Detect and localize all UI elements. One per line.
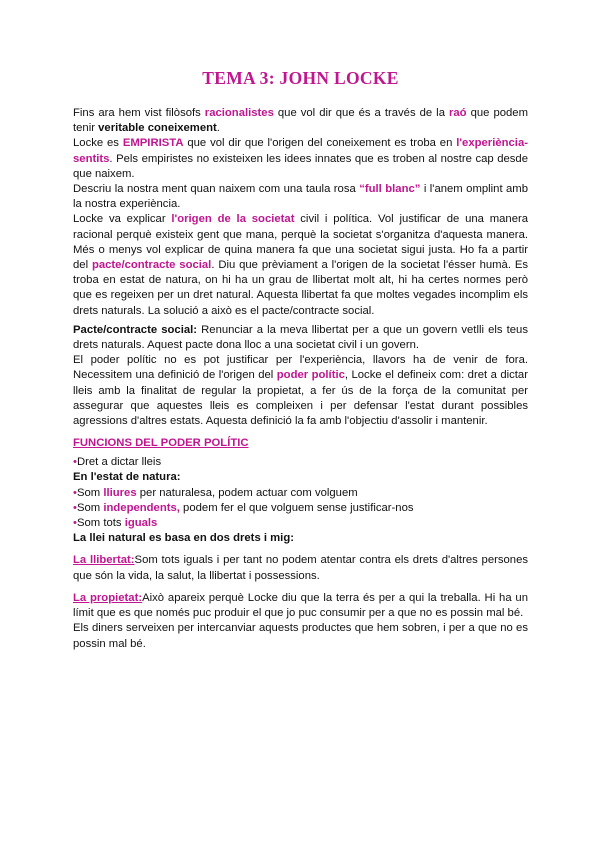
subheading-estat-natura: En l'estat de natura: bbox=[73, 471, 181, 484]
text: Som tots bbox=[76, 517, 125, 530]
text: i l'anem omplint amb la nostra experiència. bbox=[73, 183, 528, 211]
text: podem fer el que volguem sense justificar-nos bbox=[179, 501, 414, 514]
bold-text: Pacte/contracte social: bbox=[73, 323, 198, 336]
text: Som bbox=[76, 486, 104, 499]
highlight: l'experiència-sentits bbox=[73, 137, 528, 165]
text: Som tots iguals i per tant no podem atentar contra els drets d'altres persones que són la vida, la salut, la llibertat i possessions. bbox=[73, 554, 529, 582]
list-item bbox=[73, 516, 528, 531]
underlined-term: La llibertat: bbox=[73, 554, 135, 567]
text: . Pels empiristes no existeixen les idees innates que es troben al nostre cap desde que naixem. bbox=[73, 152, 528, 180]
list-item bbox=[73, 486, 528, 501]
page-title: TEMA 3: JOHN LOCKE bbox=[202, 68, 399, 88]
section-heading-funcions: FUNCIONS DEL PODER POLÍTIC bbox=[73, 437, 249, 450]
text: que podem tenir bbox=[73, 107, 528, 135]
highlight: independents, bbox=[103, 501, 180, 514]
text: Renunciar a la meva llibertat per a que un govern vetlli els teus drets naturals. Aquest pacte dona lloc a una societat civil i un govern. bbox=[73, 323, 528, 352]
bullet-icon: • bbox=[73, 517, 77, 530]
paragraph-racionalistes bbox=[73, 106, 528, 136]
paragraph-llibertat bbox=[73, 553, 528, 583]
paragraph-diners: Els diners serveixen per intercanviar aquests productes que hem sobren, i per a que no es possin mal bé. bbox=[73, 622, 528, 650]
underlined-term: La propietat: bbox=[73, 591, 143, 604]
bullet-icon: • bbox=[73, 486, 77, 499]
text: Locke es bbox=[73, 137, 123, 150]
highlight: lliures bbox=[103, 486, 137, 499]
text: que vol dir que és a través de la bbox=[273, 107, 449, 119]
highlight: poder polític bbox=[276, 369, 345, 382]
bullet-icon: • bbox=[73, 456, 77, 469]
paragraph-poder-politic bbox=[73, 353, 528, 429]
list-item bbox=[73, 455, 528, 470]
text: El poder polític no es pot justificar per l'experiència, llavors ha de venir de fora. Necessitem una definició de l'origen del bbox=[73, 354, 528, 382]
bold-text: veritable coneixement bbox=[98, 122, 217, 135]
paragraph-pacte-social bbox=[73, 323, 528, 353]
highlight: “full blanc” bbox=[359, 183, 421, 196]
document-page bbox=[73, 68, 528, 652]
list-item bbox=[73, 501, 528, 516]
highlight: EMPIRISTA bbox=[122, 137, 184, 150]
subheading-llei-natural: La llei natural es basa en dos drets i mig: bbox=[73, 532, 294, 545]
text: Dret a dictar lleis bbox=[76, 456, 162, 469]
highlight: iguals bbox=[124, 517, 158, 530]
highlight: l'origen de la societat bbox=[171, 213, 295, 226]
text: Fins ara hem vist filòsofs bbox=[73, 107, 205, 119]
paragraph-propietat bbox=[73, 591, 528, 621]
highlight: pacte/contracte social bbox=[91, 259, 212, 272]
text: Som bbox=[76, 501, 104, 514]
paragraph-empirista bbox=[73, 136, 528, 182]
text: per naturalesa, podem actuar com volguem bbox=[136, 486, 358, 499]
text: , Locke el defineix com: dret a dictar lleis amb la finalitat de regular la propietat, a fer ús de la força de la comunitat per assegurar que aquestes lleis es compleixen i per defensar l'estat durant possibles agressions d'altres estats. Aquesta definició la fa amb l'objectiu d'assolir i mantenir. bbox=[73, 369, 528, 428]
text: Això apareix perquè Locke diu que la terra és per a qui la treballa. Hi ha un límit que es que només puc produir el que jo puc consumir per a que no es possin mal bé. bbox=[73, 591, 528, 620]
text: Locke va explicar bbox=[73, 213, 172, 226]
highlight: raó bbox=[448, 107, 467, 119]
text: . Diu que prèviament a l'origen de la societat l'ésser humà. Es troba en estat de natura, on hi ha un grau de llibertat molt alt, hi ha certes normes però que es regeixen per un dret natural. Aquesta llibertat fa que moltes vegades incomplim els drets naturals. La solució a això es el pacte/contracte social. bbox=[73, 259, 529, 317]
text: civil i política. Vol justificar de una manera racional perquè existeix gent que mana, perquè la societat s'organitza d'aquesta manera. Més o menys vol explicar de quina manera fa que una societat sigui justa. Ho fa a partir del bbox=[73, 213, 529, 272]
text: . bbox=[216, 122, 220, 135]
paragraph-origen-societat bbox=[73, 212, 528, 318]
text: que vol dir que l'origen del coneixement es troba en bbox=[183, 137, 457, 150]
highlight: racionalistes bbox=[204, 107, 274, 119]
bullet-icon: • bbox=[73, 501, 77, 514]
text: Descriu la nostra ment quan naixem com una taula rosa bbox=[73, 183, 360, 196]
paragraph-full-blanc bbox=[73, 182, 528, 212]
